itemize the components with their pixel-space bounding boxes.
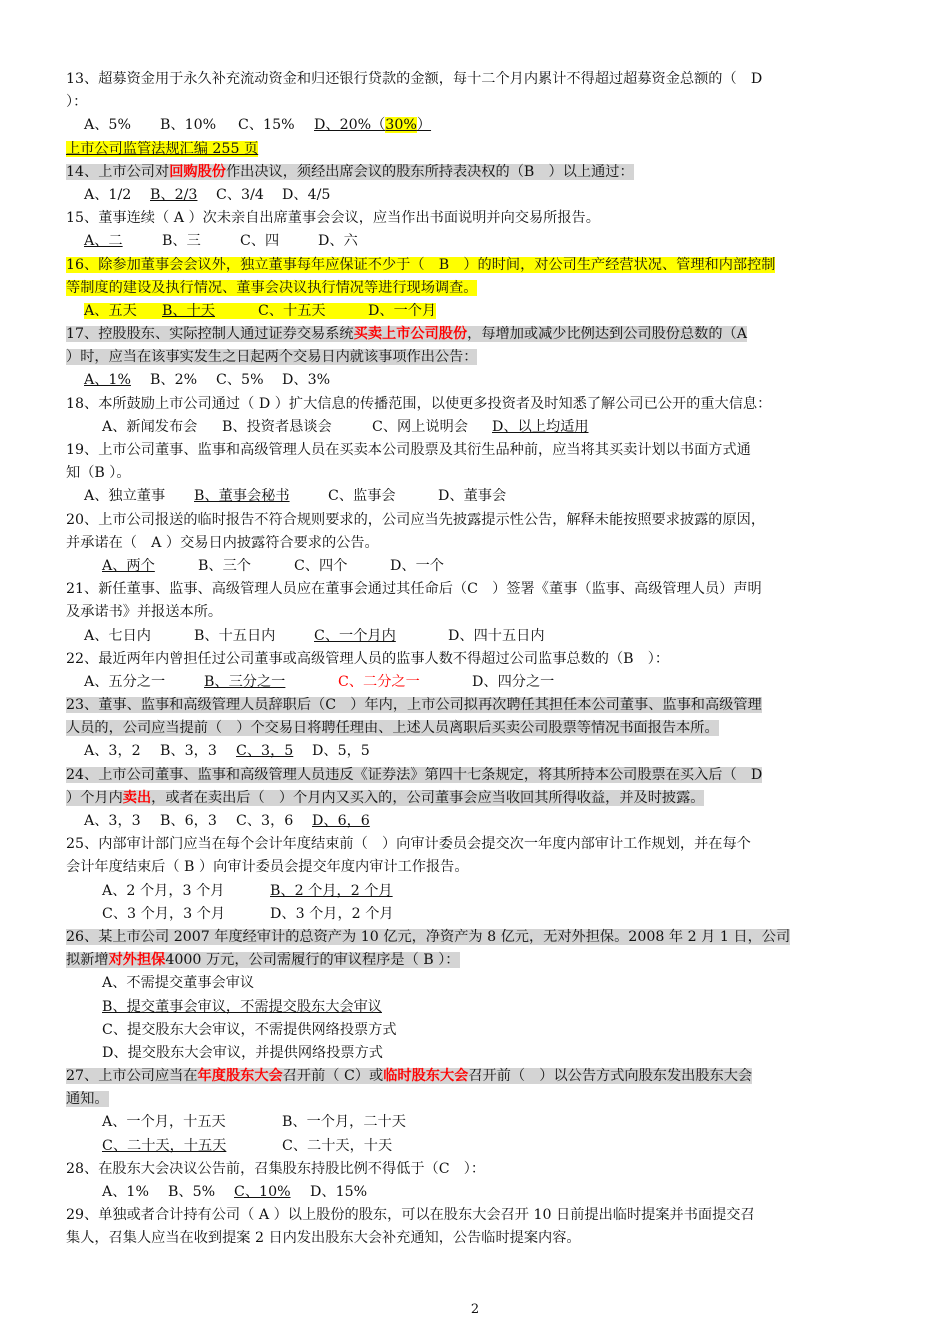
q13-option-a: A、5% <box>84 117 131 134</box>
q15-option-a: A、二 <box>84 233 123 250</box>
q26-option-b-line <box>66 996 886 1019</box>
q15-option-c: C、四 <box>240 233 280 250</box>
q27-line2 <box>66 1088 886 1111</box>
q13-option-d: D、20%（30%） <box>314 117 432 134</box>
q25-text: 25、内部审计部门应当在每个会计年度结束前（ ）向审计委员会提交次一年度内部审计工作规划，并在每个 <box>66 836 751 853</box>
q27-option-b: B、一个月，二十天 <box>282 1114 406 1131</box>
q20-options <box>66 555 886 578</box>
q17-text-cont: ）时，应当在该事实发生之日起两个交易日内就该事项作出公告： <box>66 349 478 366</box>
q19-option-d: D、董事会 <box>438 488 507 505</box>
q25-text-cont: 会计年度结束后（ B ）向审计委员会提交年度内审计工作报告。 <box>66 859 469 876</box>
q20-option-b: B、三个 <box>198 557 251 574</box>
q16-line1 <box>66 254 886 277</box>
q17-text: 17、控股股东、实际控制人通过证券交易系统买卖上市公司股份，每增加或减少比例达到公司股份总数的（A <box>66 326 747 343</box>
q27-text: 27、上市公司应当在年度股东大会召开前（ C）或临时股东大会召开前（ ）以公告方式向股东发出股东大会 <box>66 1068 753 1085</box>
q14-option-c: C、3/4 <box>216 186 264 203</box>
q26-line2 <box>66 949 886 972</box>
q28-line1 <box>66 1158 886 1181</box>
q21-line2 <box>66 601 886 624</box>
q16-text: 16、除参加董事会会议外，独立董事每年应保证不少于（ B ）的时间，对公司生产经营状况、管理和内部控制 <box>66 256 776 273</box>
document-body <box>66 68 886 1251</box>
q25-line2 <box>66 856 886 879</box>
q27-option-c: C、二十天，十五天 <box>102 1137 227 1154</box>
q16-line2 <box>66 277 886 300</box>
q21-text: 21、新任董事、监事、高级管理人员应在董事会通过其任命后（C ）签署《董事（监事、高级管理人员）声明 <box>66 581 762 598</box>
q26-text: 26、某上市公司 2007 年度经审计的总资产为 10 亿元，净资产为 8 亿元，无对外担保。2008 年 2 月 1 日，公司 <box>66 928 791 945</box>
q24-line1 <box>66 764 886 787</box>
q13-highlight: 30% <box>385 117 417 134</box>
q27-text-cont: 通知。 <box>66 1091 109 1108</box>
q17-option-b: B、2% <box>150 372 198 389</box>
q16-text-cont: 等制度的建设及执行情况、董事会决议执行情况等进行现场调查。 <box>66 279 478 296</box>
q20-text-cont: 并承诺在（ A ）交易日内披露符合要求的公告。 <box>66 534 379 551</box>
q20-line1 <box>66 509 886 532</box>
q29-text: 29、单独或者合计持有公司（ A ）以上股份的股东，可以在股东大会召开 10 日前提出临时提案并书面提交召 <box>66 1207 755 1224</box>
q22-line1 <box>66 648 886 671</box>
q20-text: 20、上市公司报送的临时报告不符合规则要求的，公司应当先披露提示性公告，解释未能按照要求披露的原因， <box>66 511 766 528</box>
q28-option-b: B、5% <box>168 1184 216 1200</box>
q15-options <box>66 230 886 253</box>
q19-text-cont: 知（B ）。 <box>66 465 131 482</box>
q21-line1 <box>66 578 886 601</box>
q14-option-b: B、2/3 <box>150 186 198 203</box>
q14-line1 <box>66 161 886 184</box>
q15-option-d: D、六 <box>318 233 358 250</box>
q13-options <box>66 114 886 137</box>
q18-text: 18、本所鼓励上市公司通过（ D ）扩大信息的传播范围，以使更多投资者及时知悉了解公司已公开的重大信息： <box>66 395 772 412</box>
q17-options <box>66 369 886 392</box>
q15-line1 <box>66 207 886 230</box>
q26-option-c: C、提交股东大会审议，不需提供网络投票方式 <box>102 1021 397 1038</box>
q22-option-a: A、五分之一 <box>84 673 166 690</box>
q14-keyword: 回购股份 <box>169 163 226 180</box>
q28-option-d: D、15% <box>310 1184 368 1200</box>
q20-line2 <box>66 532 886 555</box>
q24-options <box>66 810 886 833</box>
q24-option-a: A、3，3 <box>84 813 141 829</box>
q25-line1 <box>66 833 886 856</box>
q16-option-a: A、五天 <box>84 302 137 319</box>
q13-option-b: B、10% <box>160 117 217 134</box>
q25-options-row1 <box>66 880 886 903</box>
q27-options-row2 <box>66 1135 886 1158</box>
q19-option-a: A、独立董事 <box>84 488 166 505</box>
q18-option-b: B、投资者恳谈会 <box>222 418 332 435</box>
q17-line2 <box>66 346 886 369</box>
q27-options-row1 <box>66 1111 886 1134</box>
q19-line2 <box>66 462 886 485</box>
q29-line2 <box>66 1227 886 1250</box>
q23-options <box>66 740 886 763</box>
q16-options <box>66 300 886 323</box>
q18-option-c: C、网上说明会 <box>372 418 468 435</box>
q17-option-a: A、1% <box>84 372 131 389</box>
q15-text: 15、董事连续（ A ）次未亲自出席董事会会议，应当作出书面说明并向交易所报告。 <box>66 210 600 227</box>
q22-option-c: C、二分之一 <box>338 673 420 690</box>
q28-text: 28、在股东大会决议公告前，召集股东持股比例不得低于（C ）： <box>66 1160 486 1177</box>
q24-text: 24、上市公司董事、监事和高级管理人员违反《证券法》第四十七条规定，将其所持本公司股票在买入后（ D <box>66 766 763 783</box>
q27-keyword-2: 临时股东大会 <box>383 1068 469 1085</box>
q25-option-b: B、2 个月，2 个月 <box>270 882 393 899</box>
q21-option-b: B、十五日内 <box>194 627 276 644</box>
q23-option-a: A、3，2 <box>84 743 141 760</box>
q19-line1 <box>66 439 886 462</box>
q26-option-b: B、提交董事会审议，不需提交股东大会审议 <box>102 998 382 1015</box>
q21-text-cont: 及承诺书》并报送本所。 <box>66 604 223 621</box>
q13-option-c: C、15% <box>238 117 295 134</box>
q19-option-b: B、董事会秘书 <box>194 488 290 505</box>
q27-keyword-1: 年度股东大会 <box>197 1068 283 1085</box>
q25-option-d: D、3 个月，2 个月 <box>270 905 394 922</box>
source-reference: 上市公司监管法规汇编 255 页 <box>66 140 259 157</box>
q23-text: 23、董事、监事和高级管理人员辞职后（C ）年内，上市公司拟再次聘任其担任本公司董事、监事和高级管理 <box>66 697 762 714</box>
q20-option-c: C、四个 <box>294 557 348 574</box>
q27-line1 <box>66 1065 886 1088</box>
q17-option-d: D、3% <box>282 372 331 389</box>
q14-options <box>66 184 886 207</box>
q13-text-cont: ）： <box>66 94 88 111</box>
q14-option-d: D、4/5 <box>282 186 331 203</box>
q14-text: 14、上市公司对回购股份作出决议，须经出席会议的股东所持表决权的（B ）以上通过： <box>66 163 634 180</box>
q23-line1 <box>66 694 886 717</box>
q17-keyword: 买卖上市公司股份 <box>353 326 468 343</box>
q19-option-c: C、监事会 <box>328 488 396 505</box>
q27-option-a: A、一个月，十五天 <box>102 1114 226 1131</box>
q13-source-line <box>66 138 886 161</box>
q26-option-a: A、不需提交董事会审议 <box>102 975 255 992</box>
q21-options <box>66 625 886 648</box>
q28-option-a: A、1% <box>102 1184 149 1200</box>
q22-option-d: D、四分之一 <box>472 673 555 690</box>
q23-option-c: C、3，5 <box>236 743 294 760</box>
q22-option-b: B、三分之一 <box>204 673 286 690</box>
q22-options <box>66 671 886 694</box>
q26-option-a-line <box>66 972 886 995</box>
q25-option-a: A、2 个月，3 个月 <box>102 882 225 899</box>
q21-option-a: A、七日内 <box>84 627 151 644</box>
q26-line1 <box>66 926 886 949</box>
q18-option-d: D、以上均适用 <box>492 418 589 435</box>
q26-text-cont: 拟新增对外担保4000 万元，公司需履行的审议程序是（ B ）： <box>66 952 460 969</box>
q23-line2 <box>66 717 886 740</box>
q13-line1 <box>66 68 886 91</box>
q15-option-b: B、三 <box>162 233 201 250</box>
q13-line2 <box>66 91 886 114</box>
q23-option-b: B、3，3 <box>160 743 217 760</box>
q17-option-c: C、5% <box>216 372 264 389</box>
q20-option-d: D、一个 <box>390 557 444 574</box>
q26-option-d-line <box>66 1042 886 1065</box>
q18-option-a: A、新闻发布会 <box>102 418 198 435</box>
page-number: 2 <box>470 1302 480 1317</box>
q16-option-b: B、十天 <box>162 302 215 319</box>
q21-option-d: D、四十五日内 <box>448 627 545 644</box>
q21-option-c: C、一个月内 <box>314 627 396 644</box>
q29-line1 <box>66 1204 886 1227</box>
q24-option-c: C、3，6 <box>236 813 294 829</box>
q18-options <box>66 416 886 439</box>
q28-options <box>66 1181 886 1204</box>
q23-option-d: D、5，5 <box>312 743 370 760</box>
q29-text-cont: 集人，召集人应当在收到提案 2 日内发出股东大会补充通知，公告临时提案内容。 <box>66 1230 581 1247</box>
q19-text: 19、上市公司董事、监事和高级管理人员在买卖本公司股票及其衍生品种前，应当将其买卖计划以书面方式通 <box>66 442 751 458</box>
q19-options <box>66 485 886 508</box>
q20-option-a: A、两个 <box>102 557 155 574</box>
q22-text: 22、最近两年内曾担任过公司董事或高级管理人员的监事人数不得超过公司监事总数的（B ）： <box>66 650 670 667</box>
q24-line2 <box>66 787 886 810</box>
q14-option-a: A、1/2 <box>84 186 132 203</box>
q18-line1 <box>66 393 886 416</box>
q25-option-c: C、3 个月，3 个月 <box>102 905 226 922</box>
q23-text-cont: 人员的，公司应当提前（ ）个交易日将聘任理由、上述人员离职后买卖公司股票等情况书面报告本所。 <box>66 720 719 737</box>
q16-option-d: D、一个月 <box>368 302 437 319</box>
q16-option-c: C、十五天 <box>258 302 326 319</box>
q24-option-d: D、6，6 <box>312 813 370 829</box>
q28-option-c: C、10% <box>234 1184 291 1200</box>
q17-line1 <box>66 323 886 346</box>
q26-keyword: 对外担保 <box>108 952 166 969</box>
q24-text-cont: ）个月内卖出，或者在卖出后（ ）个月内又买入的，公司董事会应当收回其所得收益，并及时披露。 <box>66 789 705 806</box>
q26-option-d: D、提交股东大会审议，并提供网络投票方式 <box>102 1044 383 1061</box>
q24-keyword: 卖出 <box>122 789 152 806</box>
q24-option-b: B、6，3 <box>160 813 217 829</box>
q26-option-c-line <box>66 1019 886 1042</box>
q13-text: 13、超募资金用于永久补充流动资金和归还银行贷款的金额，每十二个月内累计不得超过超募资金总额的（ D <box>66 71 763 87</box>
q27-option-d: C、二十天，十天 <box>282 1137 393 1154</box>
q25-options-row2 <box>66 903 886 926</box>
